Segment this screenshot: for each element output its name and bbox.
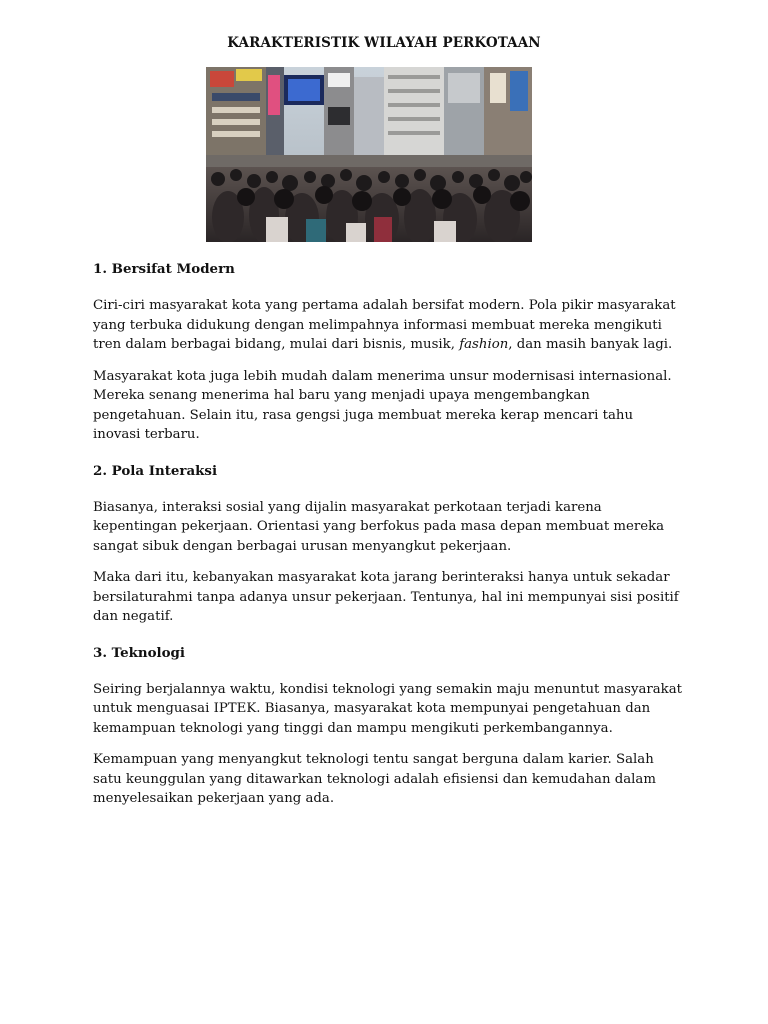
paragraph-text: Ciri-ciri masyarakat kota yang pertama adalah bersifat modern. Pola pikir masyarakat yang terbuka didukung dengan melimpahnya informasi membuat mereka mengikuti tren dalam berbagai bidang, mulai dari bisnis, musik, xyxy=(93,298,676,352)
paragraph-2-2: Maka dari itu, kebanyakan masyarakat kota jarang berinteraksi hanya untuk sekadar bersilaturahmi tanpa adanya unsur pekerjaan. Tentunya, hal ini mempunyai sisi positif dan negatif. xyxy=(93,570,679,624)
paragraph-3-2: Kemampuan yang menyangkut teknologi tentu sangat berguna dalam karier. Salah satu keunggulan yang ditawarkan teknologi adalah efisiensi dan kemudahan dalam menyelesaikan pekerjaan yang ada. xyxy=(93,752,656,806)
section-heading-1: 1. Bersifat Modern xyxy=(93,261,235,277)
section-heading-2: 2. Pola Interaksi xyxy=(93,462,218,479)
section-heading-3: 3. Teknologi xyxy=(93,644,186,661)
paragraph-1-2: Masyarakat kota juga lebih mudah dalam menerima unsur modernisasi internasional. Mereka senang menerima hal baru yang menjadi upaya mengembangkan pengetahuan. Selain itu, rasa gengsi juga membuat mereka kerap mencari tahu inovasi terbaru. xyxy=(93,368,672,442)
paragraph-text: , dan masih banyak lagi. xyxy=(508,337,673,352)
italic-term: fashion xyxy=(459,337,509,352)
paragraph-3-1: Seiring berjalannya waktu, kondisi teknologi yang semakin maju menuntut masyarakat untuk menguasai IPTEK. Biasanya, masyarakat kota mempunyai pengetahuan dan kemampuan teknologi yang tinggi dan mampu mengikuti perkembangannya. xyxy=(93,681,682,736)
city-crowd-photo xyxy=(206,67,532,242)
paragraph-1-1 xyxy=(93,296,683,355)
article-body xyxy=(93,259,683,821)
page-title: KARAKTERISTIK WILAYAH PERKOTAAN xyxy=(227,35,541,51)
paragraph-2-1: Biasanya, interaksi sosial yang dijalin masyarakat perkotaan terjadi karena kepentingan pekerjaan. Orientasi yang berfokus pada masa depan membuat mereka sangat sibuk dengan berbagai urusan menyangkut pekerjaan. xyxy=(93,499,665,554)
